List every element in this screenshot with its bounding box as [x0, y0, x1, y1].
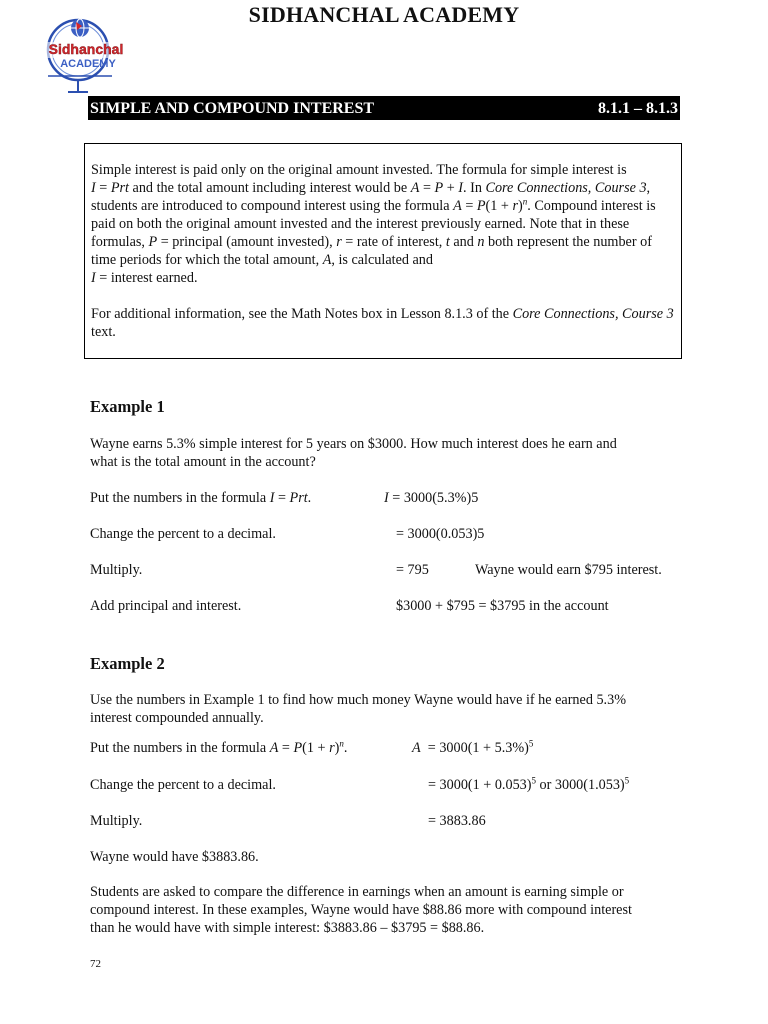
example2-step1-label: Put the numbers in the formula $A = P(1 + r)^n$.	[90, 738, 348, 756]
example1-step1-equation: I = 3000(5.3%)5	[384, 490, 479, 506]
example2-step2-label: Change the percent to a decimal.	[90, 777, 276, 793]
example2-question: Use the numbers in Example 1 to find how much money Wayne would have if he earned 5.3% interest compounded annually.	[90, 692, 627, 726]
academy-logo	[40, 16, 136, 96]
example2-step2-equation: = $3000(1 + 0.053)^5$ or $3000(1.053)^5$	[428, 775, 630, 793]
logo-graphic	[40, 16, 136, 96]
example2-step3-label: Multiply.	[90, 813, 143, 829]
additional-info-paragraph: For additional information, see the Math Notes box in Lesson 8.1.3 of the Core Connections, Course 3 text.	[91, 306, 674, 340]
section-title-bar	[88, 96, 680, 120]
example1-heading: Example 1	[90, 397, 165, 416]
logo-text-line1: Sidhanchal	[48, 41, 124, 57]
summary-paragraph: Simple interest is paid only on the original amount invested. The formula for simple interest is I = Prt and the total amount including interest would be A = P + I. In Core Connections, Course 3, students are introduced to compound interest using the formula $A = P(1 + r)^n$. Compound interest is paid on both the original amount invested and the interest previously earned. Note that in these formulas, P = principal (amount invested), r = rate of interest, t and n both represent the number of time periods for which the total amount, A, is calculated and I = interest earned.	[91, 162, 656, 286]
page-number: 72	[90, 958, 101, 970]
example2-step3-equation: = 3883.86	[428, 813, 486, 829]
academy-title: SIDHANCHAL ACADEMY	[248, 2, 520, 27]
example2-heading: Example 2	[90, 654, 165, 673]
example2-result: Wayne would have $3883.86.	[90, 849, 259, 865]
example1-step1-label: Put the numbers in the formula I = Prt.	[90, 490, 312, 506]
example1-step2-label: Change the percent to a decimal.	[90, 526, 276, 542]
example1-question: Wayne earns 5.3% simple interest for 5 years on $3000. How much interest does he earn and what is the total amount in the account?	[90, 436, 617, 470]
example1-step4-label: Add principal and interest.	[90, 598, 242, 614]
example1-step3-label: Multiply.	[90, 562, 143, 578]
example1-step2-equation: = 3000(0.053)5	[396, 526, 485, 542]
summary-box	[84, 143, 682, 359]
example1-step3-equation: = 795	[396, 562, 429, 578]
comparison-paragraph: Students are asked to compare the difference in earnings when an amount is earning simple or compound interest. In these examples, Wayne would have $88.86 more with compound interest than he would have with simple interest: $3883.86 – $3795 = $88.86.	[90, 884, 632, 936]
section-title: SIMPLE AND COMPOUND INTEREST	[90, 100, 375, 117]
logo-text-line2: ACADEMY	[60, 58, 116, 70]
example1-step3-note: Wayne would earn $795 interest.	[475, 562, 662, 578]
example2-step1-equation: $A = 3000(1 + 5.3\%)^5$	[412, 738, 534, 756]
example1-step4-equation: $3000 + $795 = $3795 in the account	[396, 598, 609, 614]
lesson-numbers: 8.1.1 – 8.1.3	[598, 100, 678, 117]
